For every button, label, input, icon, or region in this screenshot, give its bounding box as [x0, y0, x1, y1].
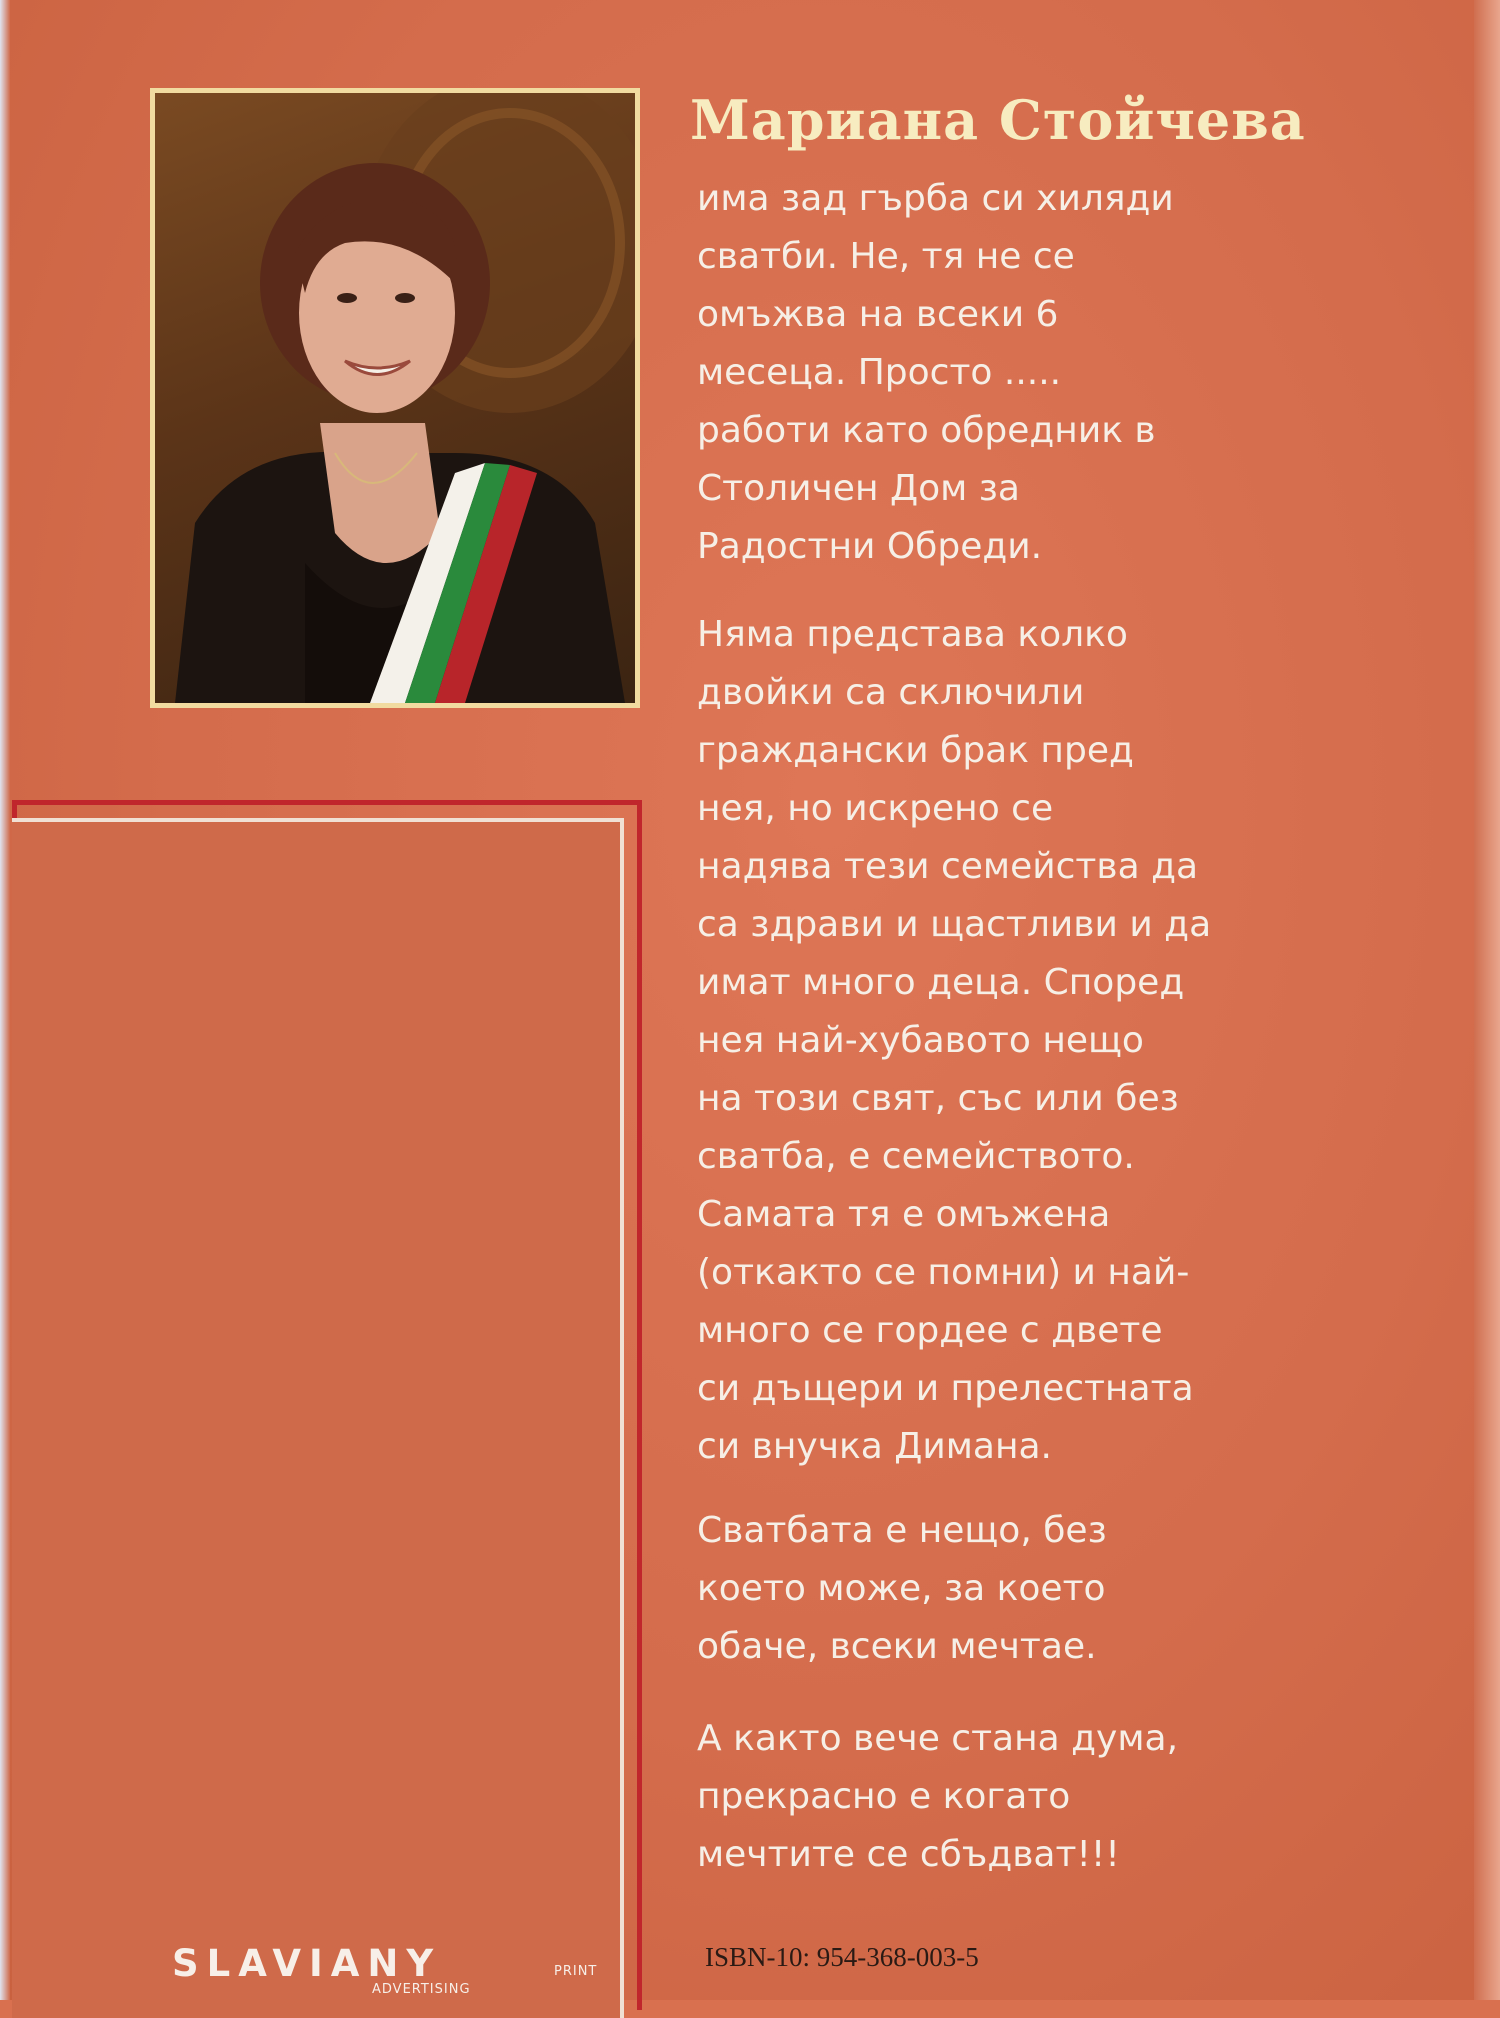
text-line: Радостни Обреди. [697, 526, 1043, 567]
isbn-label: ISBN-10: 954-368-003-5 [705, 1942, 979, 1972]
decorative-frame-inner [12, 818, 624, 2018]
text-line: омъжва на всеки 6 [697, 294, 1059, 335]
bio-paragraph-2 [697, 606, 1347, 1476]
author-portrait-illustration [155, 93, 635, 703]
text-line: сватба, е семейството. [697, 1136, 1135, 1177]
text-line: нея, но искрено се [697, 788, 1054, 829]
bio-paragraph-4 [697, 1710, 1347, 1884]
cover-spine-edge [1474, 0, 1500, 2000]
text-line: прекрасно е когато [697, 1776, 1071, 1817]
text-line: много се гордее с двете [697, 1310, 1163, 1351]
text-line: което може, за което [697, 1568, 1106, 1609]
text-line: двойки са сключили [697, 672, 1085, 713]
text-line: има зад гърба си хиляди [697, 178, 1174, 219]
text-line: граждански брак пред [697, 730, 1134, 771]
text-line: (откакто се помни) и най- [697, 1252, 1190, 1293]
text-line: имат много деца. Според [697, 962, 1185, 1003]
text-line: си дъщери и прелестната [697, 1368, 1194, 1409]
text-line: Няма представа колко [697, 614, 1128, 655]
text-line: си внучка Димана. [697, 1426, 1052, 1467]
publisher-advertising-label: ADVERTISING [372, 1982, 471, 1997]
text-line: Столичен Дом за [697, 468, 1020, 509]
publisher-logo [172, 1942, 622, 2000]
text-line: Сватбата е нещо, без [697, 1510, 1107, 1551]
author-photo-frame [150, 88, 640, 708]
author-name: Мариана Стойчева [690, 88, 1306, 152]
text-line: месеца. Просто ..... [697, 352, 1062, 393]
text-line: надява тези семейства да [697, 846, 1199, 887]
text-line: А както вече стана дума, [697, 1718, 1179, 1759]
text-line: работи като обредник в [697, 410, 1156, 451]
publisher-name: SLAVIANY [172, 1942, 442, 1985]
text-line: са здрави и щастливи и да [697, 904, 1212, 945]
text-line: нея най-хубавото нещо [697, 1020, 1144, 1061]
bio-paragraph-1 [697, 170, 1347, 576]
author-photo [155, 93, 635, 703]
text-line: мечтите се сбъдват!!! [697, 1834, 1120, 1875]
text-line: Самата тя е омъжена [697, 1194, 1111, 1235]
text-line: на този свят, със или без [697, 1078, 1179, 1119]
text-line: обаче, всеки мечтае. [697, 1626, 1097, 1667]
text-line: сватби. Не, тя не се [697, 236, 1075, 277]
cover-left-edge [0, 0, 10, 2000]
publisher-print-label: PRINT [554, 1964, 598, 1979]
bio-paragraph-3 [697, 1502, 1347, 1676]
